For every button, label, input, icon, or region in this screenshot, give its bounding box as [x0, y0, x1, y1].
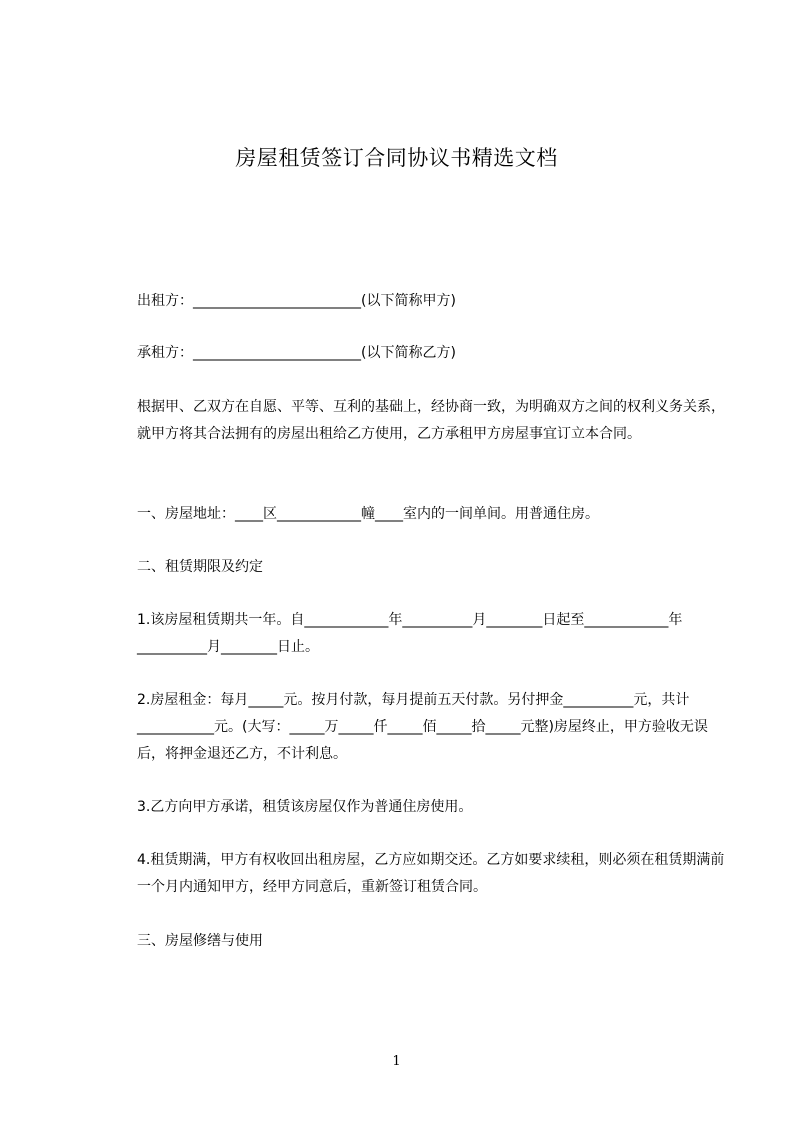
clause-2-3-usage: 3.乙方向甲方承诺，租赁该房屋仅作为普通住房使用。 [137, 799, 473, 815]
page-number: 1 [392, 1054, 401, 1069]
lessee-line: 承租方：________________________(以下简称乙方) [137, 345, 456, 361]
clause-2-4-renewal: 4.租赁期满，甲方有权收回出租房屋，乙方应如期交还。乙方如要求续租，则必须在租赁期满前一个月内通知甲方，经甲方同意后，重新签订租赁合同。 [137, 852, 725, 895]
clause-2-1-term: 1.该房屋租赁期共一年。自____________年__________月________日起至____________年__________月________日止。 [137, 612, 683, 655]
preamble-paragraph: 根据甲、乙双方在自愿、平等、互利的基础上，经协商一致，为明确双方之间的权利义务关系，就甲方将其合法拥有的房屋出租给乙方使用，乙方承租甲方房屋事宜订立本合同。 [137, 399, 725, 442]
lessor-line: 出租方：________________________(以下简称甲方) [137, 293, 456, 309]
clause-2-2-rent: 2.房屋租金：每月_____元。按月付款，每月提前五天付款。另付押金__________元，共计___________元。(大写：_____万_____仟_____佰_____拾_____元整)房屋终止，甲方验收无误后，将押金退还乙方，不计利息。 [137, 692, 708, 762]
section-3-heading: 三、房屋修缮与使用 [137, 933, 263, 949]
section-1-address: 一、房屋地址：____区____________幢____室内的一间单间。用普通住房。 [137, 506, 599, 522]
document-title: 房屋租赁签订合同协议书精选文档 [235, 146, 558, 170]
section-2-heading: 二、租赁期限及约定 [137, 559, 263, 575]
